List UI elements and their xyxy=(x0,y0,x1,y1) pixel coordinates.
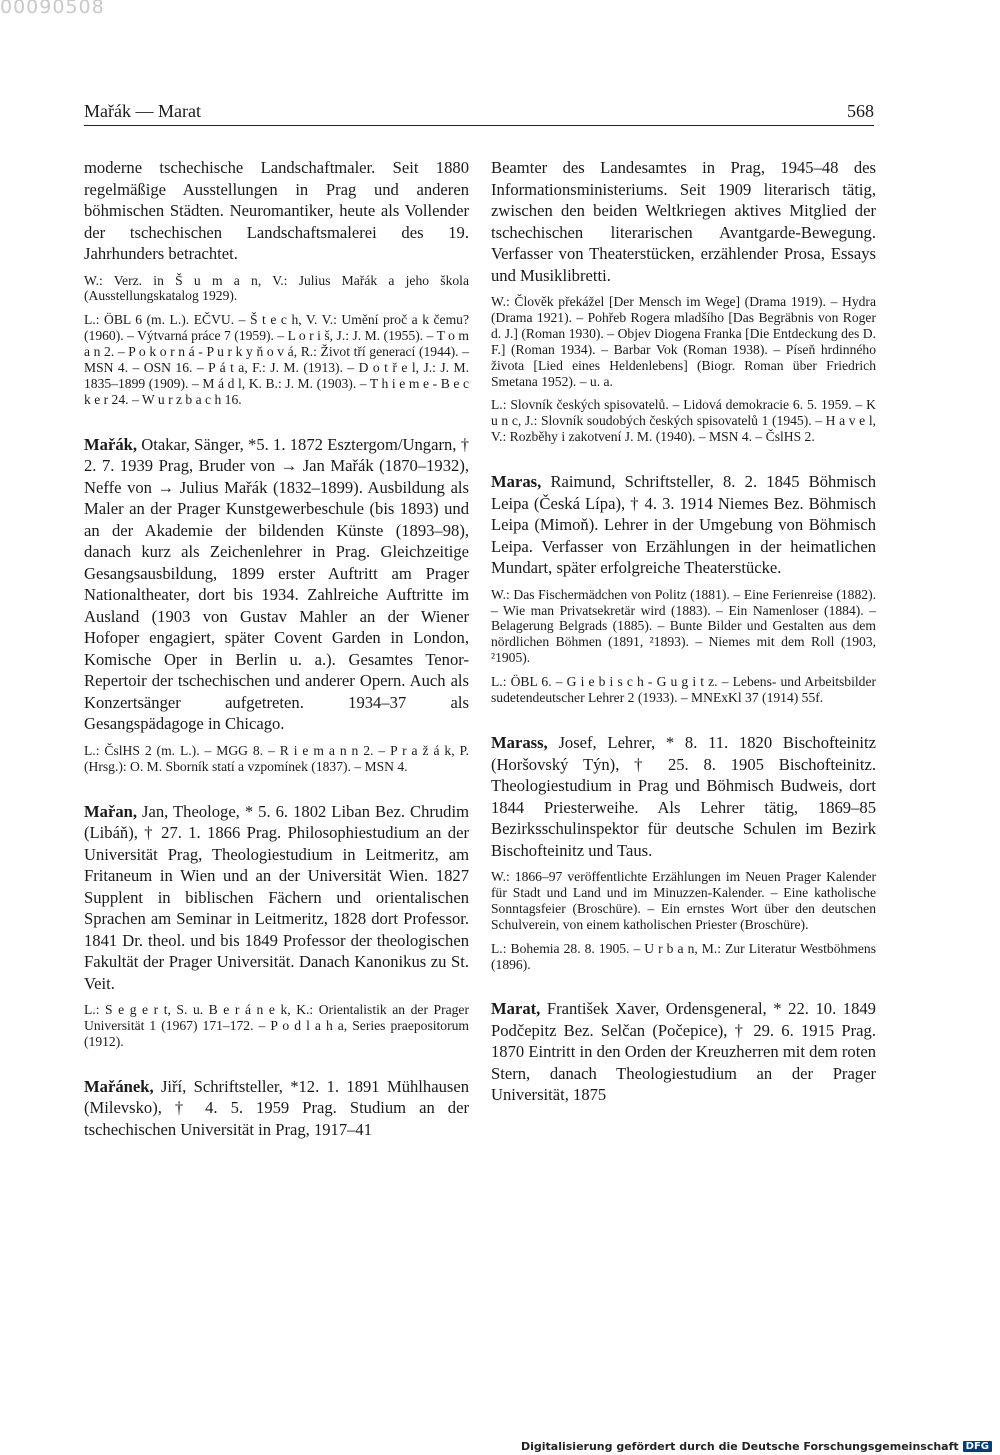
entry-text: Josef, Lehrer, * 8. 11. 1820 Bischofteinitz (Horšovský Týn), † 25. 8. 1905 Bischofteinitz. Theologiestudium in Prag und Böhmisch Budweis, dort 1844 Priesterweihe. Als Lehrer tätig, 1869–85 Bezirksschulinspektor für deutsche Schulen im Bezirk Bischofteinitz und Taus. xyxy=(491,733,876,860)
entry-text: František Xaver, Ordensgeneral, * 22. 10. 1849 Podčepitz Bez. Selčan (Počepice), † 29. 6. 1915 Prag. 1870 Eintritt in den Orden der Kreuzherren mit dem roten Stern, danach Theologiestudium an der Prager Universität, 1875 xyxy=(491,999,876,1105)
entry-maran xyxy=(84,801,469,1050)
entry-body xyxy=(84,157,469,265)
entry-text: Raimund, Schriftsteller, 8. 2. 1845 Böhmisch Leipa (Česká Lípa), † 4. 3. 1914 Niemes Bez. Böhmisch Leipa (Mimoň). Lehrer in der Umgebung von Böhmisch Leipa. Verfasser von Erzählungen in der heimatlichen Mundart, später erfolgreiche Theaterstücke. xyxy=(491,472,876,578)
running-head-title: Mařák — Marat xyxy=(84,101,201,121)
entry-text: Otakar, Sänger, *5. 1. 1872 Esztergom/Ungarn, † 2. 7. 1939 Prag, Bruder von → Jan Mařák (1870–1932), Neffe von → Julius Mařák (1832–1899). Ausbildung als Maler an der Prager Kunstgewerbeschule (bis 1893) und an der Akademie der bildenden Künste (1893–98), danach kurz als Zeichenlehrer in Prag. Gleichzeitige Gesangsausbildung, 1899 erster Auftritt am Prager Nationaltheater, dort bis 1934. Zahlreiche Auftritte im Ausland (1903 von Gustav Mahler an der Wiener Hofoper engagiert, später Covent Garden in London, Komische Oper in Berlin u. a.). Gesamtes Tenor-Repertoir der tschechischen und anderer Opern. Auch als Konzertsänger aufgetreten. 1934–37 als Gesangspädagoge in Chicago. xyxy=(84,434,469,734)
entry-marak-otakar xyxy=(84,434,469,775)
entry-literature: L.: ČslHS 2 (m. L.). – MGG 8. – R i e m a n n 2. – P r a ž á k, P. (Hrsg.): O. M. Sborník statí a vzpomínek (1837). – MSN 4. xyxy=(84,742,469,774)
entry-works: W.: 1866–97 veröffentlichte Erzählungen im Neuen Prager Kalender für Stadt und Land und im Minuzzen-Kalender. – Eine katholische Sonntagsfeier (Broschüre). – Ein ernstes Wort über den deutschen Schulverein, von einem katholischen Priester (Broschüre). xyxy=(491,869,876,932)
dfg-logo: DFG xyxy=(963,1441,992,1452)
right-column xyxy=(491,157,876,1106)
entry-literature: L.: Bohemia 28. 8. 1905. – U r b a n, M.: Zur Literatur Westböhmens (1896). xyxy=(491,940,876,972)
entry-body xyxy=(84,434,469,735)
entry-body xyxy=(84,1076,469,1141)
entry-body xyxy=(491,998,876,1106)
left-column xyxy=(84,157,469,1140)
entry-headword: Marass, xyxy=(491,733,548,752)
entry-literature: L.: ÖBL 6 (m. L.). EČVU. – Š t e c h, V. V.: Umění proč a k čemu? (1960). – Výtvarná práce 7 (1959). – L o r i š, J.: J. M. (1955). – T o m a n 2. – P o k o r n á - P u r k y ň o v á, R.: Život tří generací (1944). – MSN 4. – OSN 16. – P á t a, F.: J. M. (1913). – D o t ř e l, J.: J. M. 1835–1899 (1909). – M á d l, K. B.: J. M. (1903). – T h i e m e - B e c k e r 24. – W u r z b a c h 16. xyxy=(84,312,469,407)
entry-works: W.: Verz. in Š u m a n, V.: Julius Mařák a jeho škola (Ausstellungskatalog 1929). xyxy=(84,272,469,304)
entry-maranek-cont xyxy=(491,157,876,445)
digitization-footer xyxy=(521,1440,992,1453)
entry-marak-julius-cont xyxy=(84,157,469,408)
entry-text: moderne tschechische Landschaftmaler. Seit 1880 regelmäßige Ausstellungen in Prag und anderen böhmischen Städten. Neuromantiker, heute als Vollender der tschechischen Landschaftsmalerei des 19. Jahrhunders betrachtet. xyxy=(84,158,469,263)
entry-marass xyxy=(491,732,876,972)
entry-headword: Mařák, xyxy=(84,434,137,454)
scan-id: 00090508 xyxy=(0,0,105,18)
entry-maras xyxy=(491,471,876,706)
entry-maranek xyxy=(84,1076,469,1141)
entry-headword: Marat, xyxy=(491,999,541,1019)
entry-headword: Mařánek, xyxy=(84,1076,154,1096)
entry-body xyxy=(491,732,876,861)
entry-body xyxy=(84,801,469,995)
entry-marat xyxy=(491,998,876,1106)
entry-text: Jiří, Schriftsteller, *12. 1. 1891 Mühlhausen (Milevsko), † 4. 5. 1959 Prag. Studium an der tschechischen Universität in Prag, 1917–41 xyxy=(84,1076,469,1139)
entry-text: Beamter des Landesamtes in Prag, 1945–48 des Informationsministeriums. Seit 1909 literarisch tätig, zwischen den beiden Weltkriegen aktives Mitglied der tschechischen literarischen Avantgarde-Bewegung. Verfasser von Theaterstücken, erzählender Prosa, Essays und Musiklibretti. xyxy=(491,158,876,285)
entry-body xyxy=(491,157,876,286)
entry-works: W.: Das Fischermädchen von Politz (1881). – Eine Ferienreise (1882). – Wie man Privatsekretär wird (1883). – Ein Namenloser (1884). – Belagerung Belgrads (1885). – Bunte Bilder und Gestalten aus dem nördlichen Böhmen (1891, ²1893). – Niemes mit dem Roll (1903, ²1905). xyxy=(491,586,876,666)
entry-headword: Mařan, xyxy=(84,801,137,821)
entry-works: W.: Člověk překážel [Der Mensch im Wege] (Drama 1919). – Hydra (Drama 1921). – Pohřeb Rogera mladšího [Das Begräbnis von Roger d. J.] (Roman 1930). – Objev Diogena Franka [Die Entdeckung des D. F.] (Roman 1934). – Barbar Vok (Roman 1938). – Píseň hrdinného života [Lied eines Heldenlebens] (Biogr. Roman über Friedrich Smetana 1952). – u. a. xyxy=(491,294,876,389)
entry-literature: L.: Slovník českých spisovatelů. – Lidová demokracie 6. 5. 1959. – K u n c, J.: Slovník soudobých českých spisovatelů 1 (1945). – H a v e l, V.: Rozběhy i zakotvení J. M. (1940). – MSN 4. – ČslHS 2. xyxy=(491,397,876,445)
entry-literature: L.: ÖBL 6. – G i e b i s c h - G u g i t z. – Lebens- und Arbeitsbilder sudetendeutscher Lehrer 2 (1933). – MNExKl 37 (1914) 55f. xyxy=(491,674,876,706)
entry-headword: Maras, xyxy=(491,472,542,492)
page-number: 568 xyxy=(847,101,874,121)
footer-text: Digitalisierung gefördert durch die Deutsche Forschungsgemeinschaft xyxy=(520,1440,959,1453)
entry-body xyxy=(491,471,876,579)
running-head xyxy=(84,101,874,126)
entry-text: Jan, Theologe, * 5. 6. 1802 Liban Bez. Chrudim (Libáň), † 27. 1. 1866 Prag. Philosophiestudium an der Universität Prag, Theologiestudium in Leitmeritz, am Fritaneum in Wien und an der Universität Wien. 1827 Supplent in biblischen Fächern und orientalischen Sprachen am Seminar in Leitmeritz, 1828 dort Professor. 1841 Dr. theol. und bis 1849 Professor der theologischen Fakultät der Prager Universität. Danach Kanonikus zu St. Veit. xyxy=(84,801,470,993)
entry-literature: L.: S e g e r t, S. u. B e r á n e k, K.: Orientalistik an der Prager Universität 1 (1967) 171–172. – P o d l a h a, Series praepositorum (1912). xyxy=(84,1002,469,1049)
